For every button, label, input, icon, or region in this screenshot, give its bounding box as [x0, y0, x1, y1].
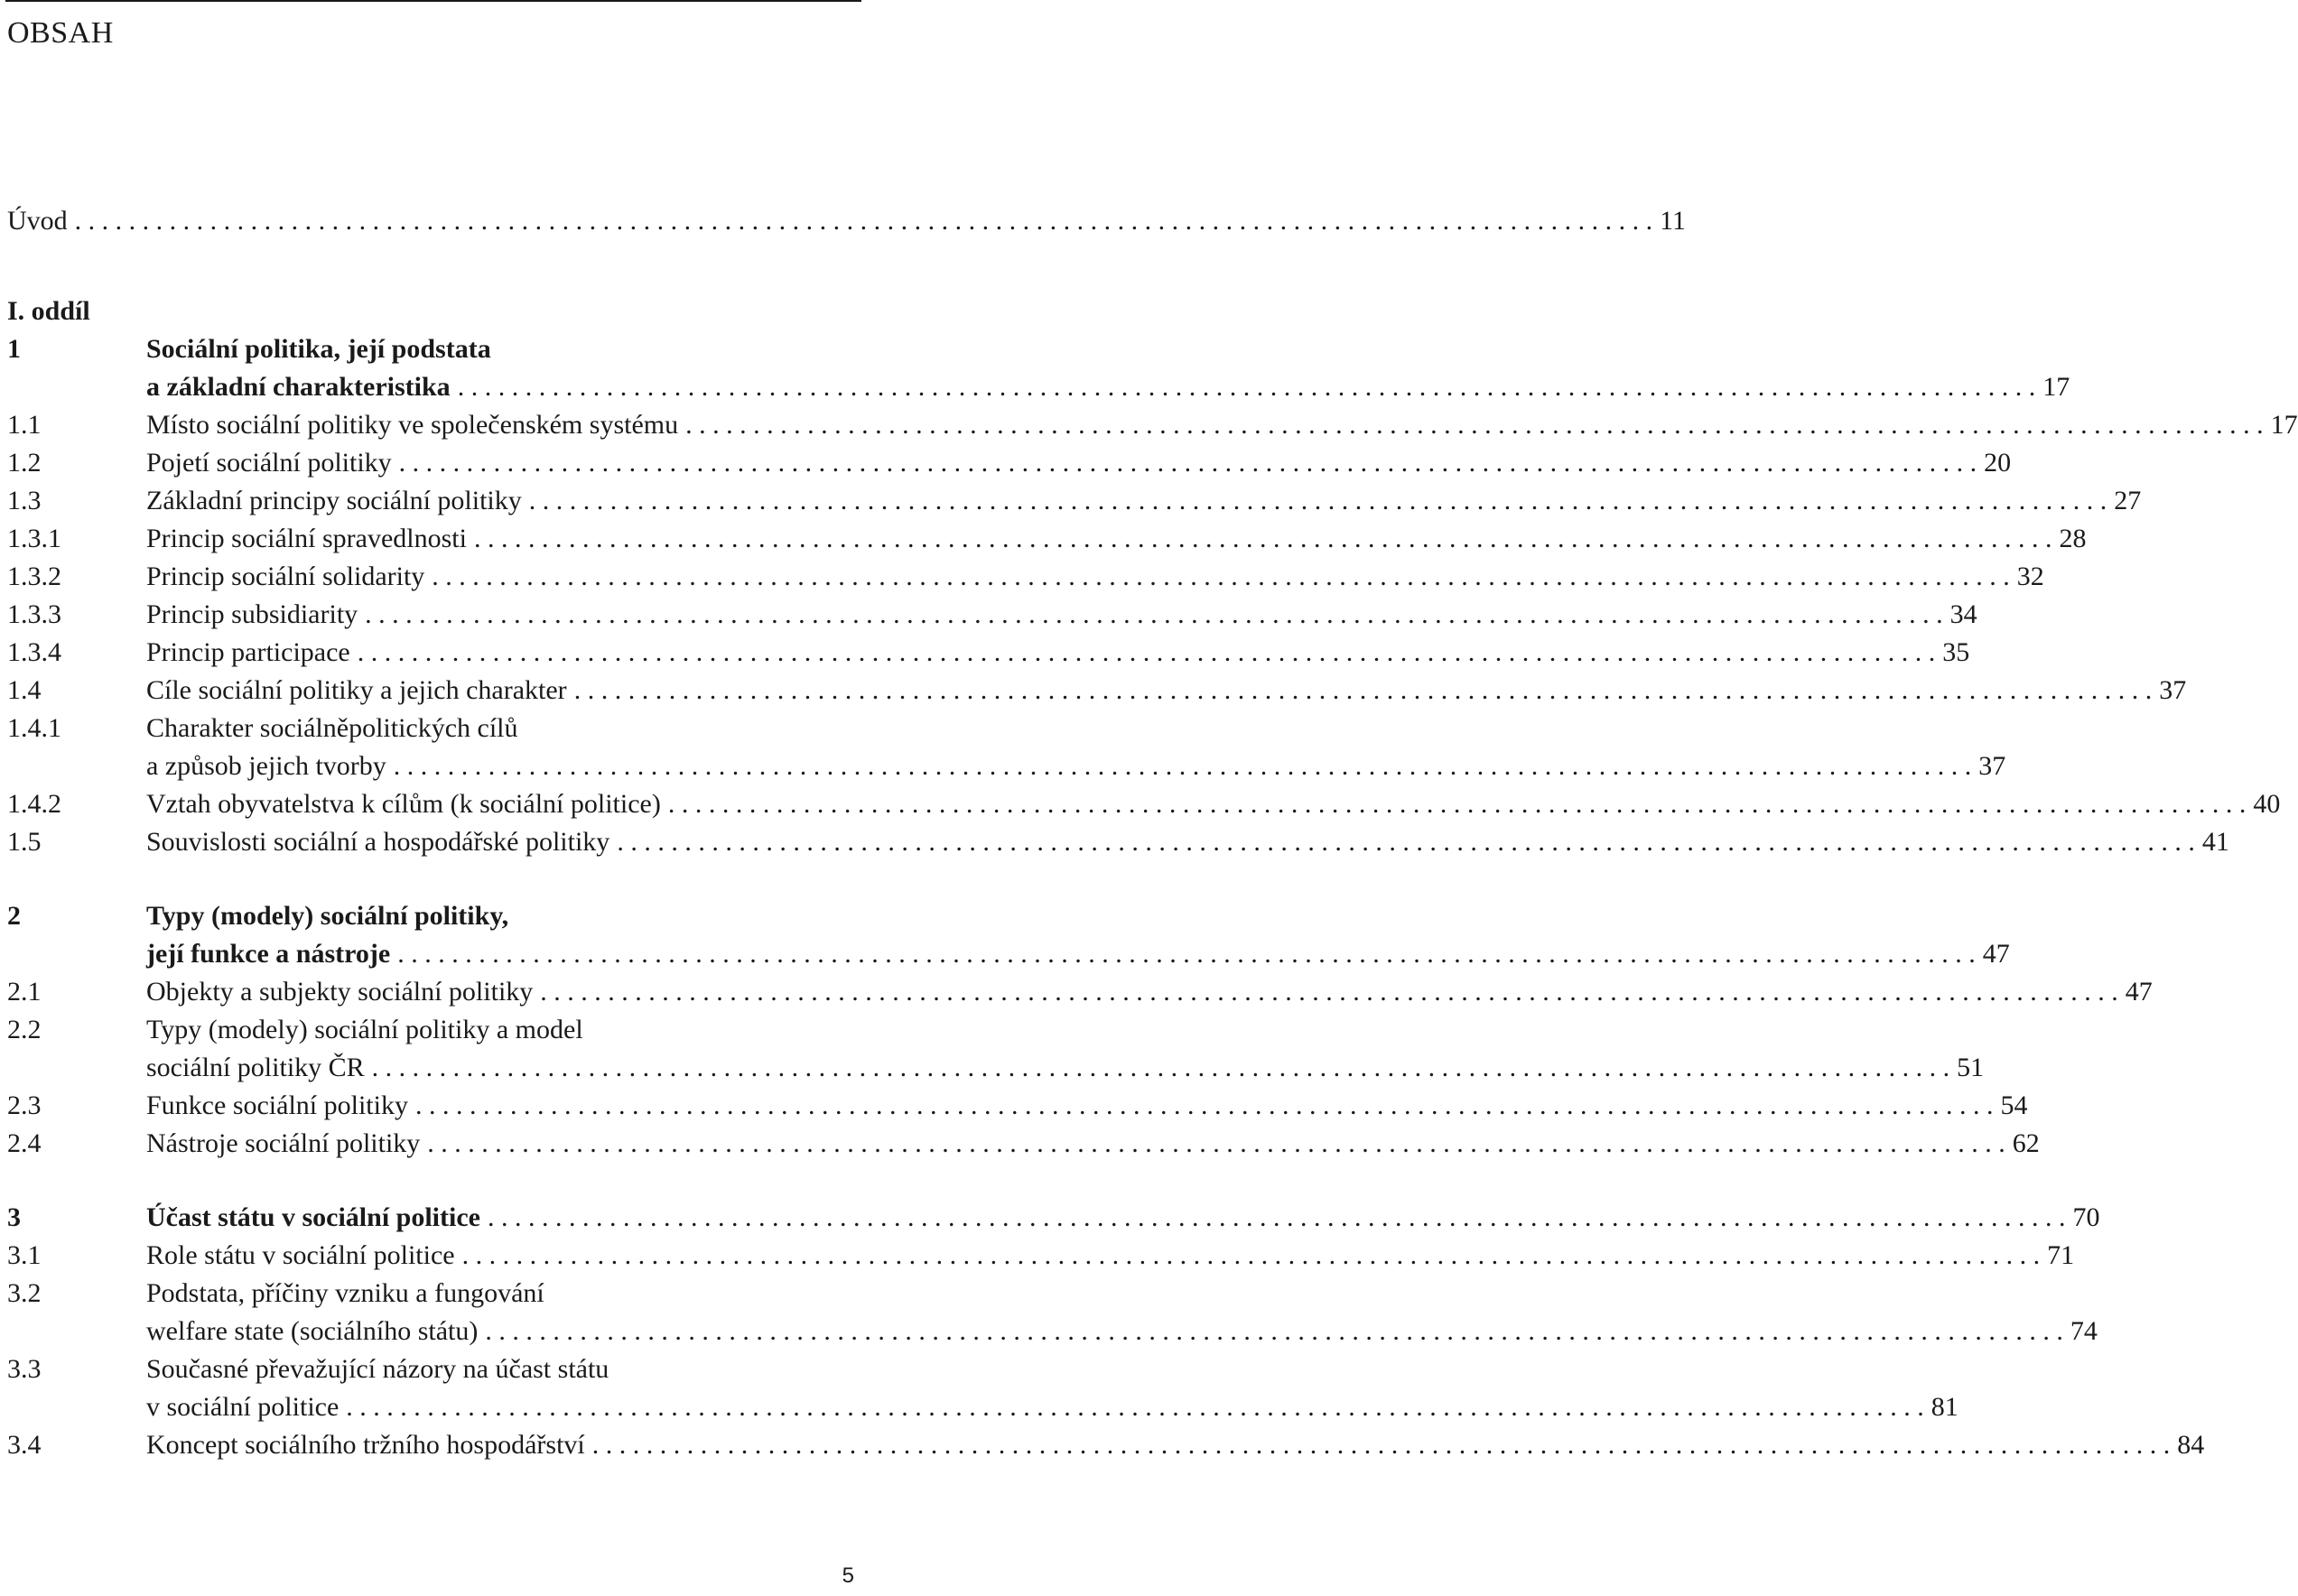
toc-entry-page: 47 — [2125, 977, 2153, 1007]
toc-entry[interactable] — [7, 747, 2006, 785]
toc-entry-number: 1.3.3 — [7, 599, 61, 629]
toc-entry[interactable] — [7, 1087, 2028, 1125]
toc-entry-number: 1.3 — [7, 486, 42, 515]
toc-entry[interactable] — [7, 1426, 2205, 1464]
table-of-contents — [7, 202, 2298, 1464]
toc-entry-number: 1.3.1 — [7, 524, 61, 553]
toc-entry-page: 28 — [2059, 524, 2087, 553]
toc-dot-leader — [451, 368, 2043, 406]
toc-entry[interactable] — [7, 823, 2229, 861]
toc-entry-number: 3.1 — [7, 1240, 42, 1270]
toc-entry-number: 2 — [7, 901, 21, 931]
toc-entry-title: Pojetí sociální politiky — [146, 448, 392, 478]
toc-dot-leader — [609, 823, 2202, 861]
toc-entry-title: Účast státu v sociální politice — [146, 1202, 480, 1232]
toc-entry-title: Funkce sociální politiky — [146, 1090, 408, 1120]
toc-entry-page: 41 — [2201, 827, 2229, 857]
part-label — [7, 292, 851, 330]
toc-entry-title: Princip subsidiarity — [146, 599, 358, 629]
toc-entry[interactable] — [7, 1049, 1985, 1087]
toc-entry-page: 54 — [2000, 1090, 2028, 1120]
toc-entry-page: 35 — [1942, 637, 1970, 667]
toc-entry-title: Role státu v sociální politice — [146, 1240, 455, 1270]
toc-entry-title: Objekty a subjekty sociální politiky — [146, 977, 534, 1007]
toc-entry[interactable] — [7, 596, 1977, 634]
toc-dot-leader — [390, 935, 1983, 973]
toc-dot-leader — [392, 444, 1985, 482]
toc-entry-page: 27 — [2114, 486, 2142, 515]
toc-entry-page: 17 — [2270, 410, 2298, 440]
toc-entry-title: Souvislosti sociální a hospodářské politiky — [146, 827, 610, 857]
toc-entry-title: Princip sociální solidarity — [146, 561, 425, 591]
toc-dot-leader — [339, 1388, 1931, 1426]
toc-dot-leader — [585, 1426, 2178, 1464]
toc-entry-page: 62 — [2012, 1128, 2040, 1158]
toc-entry[interactable] — [7, 973, 2153, 1011]
part-label-text: I. oddíl — [7, 296, 90, 326]
toc-entry-number: 1.5 — [7, 827, 42, 857]
toc-entry[interactable] — [7, 1199, 2100, 1237]
toc-entry-list — [7, 330, 2298, 1464]
toc-entry-page: 70 — [2072, 1202, 2100, 1232]
toc-entry-title: welfare state (sociálního státu) — [146, 1316, 479, 1346]
toc-entry-title: a základní charakteristika — [146, 372, 451, 402]
toc-entry-number: 3.3 — [7, 1354, 42, 1384]
toc-entry-title: a způsob jejich tvorby — [146, 751, 386, 781]
toc-dot-leader — [567, 672, 2160, 710]
toc-entry-page: 71 — [2047, 1240, 2075, 1270]
toc-entry[interactable] — [7, 935, 2010, 973]
toc-entry-title: Sociální politika, její podstata — [146, 334, 491, 364]
toc-entry-page: 37 — [1978, 751, 2006, 781]
toc-entry-number: 1.3.2 — [7, 561, 61, 591]
toc-entry[interactable] — [7, 1011, 851, 1049]
toc-dot-leader — [365, 1049, 1958, 1087]
toc-entry[interactable] — [7, 897, 851, 935]
toc-entry-page: 37 — [2159, 675, 2187, 705]
toc-entry[interactable] — [7, 710, 851, 747]
toc-entry[interactable] — [7, 406, 2298, 444]
toc-entry[interactable] — [7, 1275, 851, 1313]
toc-entry-title: Typy (modely) sociální politiky a model — [146, 1015, 583, 1044]
toc-entry[interactable] — [7, 634, 1970, 672]
toc-entry[interactable] — [7, 1350, 851, 1388]
toc-entry-page: 74 — [2070, 1316, 2098, 1346]
toc-dot-leader — [424, 558, 2017, 596]
toc-entry-number: 3.4 — [7, 1430, 42, 1460]
toc-entry-page: 20 — [1984, 448, 2012, 478]
toc-entry[interactable] — [7, 330, 851, 368]
toc-entry-number: 2.3 — [7, 1090, 42, 1120]
toc-entry[interactable] — [7, 558, 2044, 596]
toc-entry-page: 32 — [2016, 561, 2044, 591]
toc-entry-title: Základní principy sociální politiky — [146, 486, 522, 515]
toc-entry[interactable] — [7, 482, 2142, 520]
toc-dot-leader — [678, 406, 2271, 444]
toc-entry-page: 81 — [1931, 1392, 1958, 1422]
toc-entry-number: 1.3.4 — [7, 637, 61, 667]
toc-entry-title: Podstata, příčiny vzniku a fungování — [146, 1278, 544, 1308]
toc-entry-page: 40 — [2253, 789, 2281, 819]
toc-entry[interactable] — [7, 672, 2187, 710]
toc-dot-leader — [420, 1125, 2013, 1163]
toc-entry-title: Cíle sociální politiky a jejich charakter — [146, 675, 567, 705]
toc-entry-title: Charakter sociálněpolitických cílů — [146, 713, 518, 743]
toc-entry-title: Nástroje sociální politiky — [146, 1128, 421, 1158]
toc-dot-leader — [478, 1313, 2070, 1350]
toc-entry-intro[interactable] — [7, 202, 1687, 240]
toc-dot-leader — [350, 634, 1943, 672]
toc-entry-title: v sociální politice — [146, 1392, 340, 1422]
toc-entry-number: 1.4.1 — [7, 713, 61, 743]
toc-entry-number: 3.2 — [7, 1278, 42, 1308]
top-rule — [5, 0, 861, 2]
toc-entry-number: 2.1 — [7, 977, 42, 1007]
toc-entry-title: Typy (modely) sociální politiky, — [146, 901, 509, 931]
toc-dot-leader — [358, 596, 1950, 634]
toc-entry[interactable] — [7, 1237, 2075, 1275]
toc-dot-leader — [533, 973, 2126, 1011]
toc-entry[interactable] — [7, 1313, 2098, 1350]
toc-entry-title: Vztah obyvatelstva k cílům (k sociální politice) — [146, 789, 661, 819]
toc-entry-title: její funkce a nástroje — [146, 939, 391, 969]
toc-entry-number: 2.2 — [7, 1015, 42, 1044]
toc-entry[interactable] — [7, 520, 2087, 558]
page-number: 5 — [842, 1564, 854, 1588]
toc-entry-number: 1.2 — [7, 448, 42, 478]
toc-entry-title: Princip sociální spravedlnosti — [146, 524, 467, 553]
toc-dot-leader — [522, 482, 2115, 520]
toc-dot-leader — [480, 1199, 2073, 1237]
toc-dot-leader — [408, 1087, 2001, 1125]
toc-entry-title: Místo sociální politiky ve společenském systému — [146, 410, 679, 440]
toc-entry-title: Princip participace — [146, 637, 350, 667]
toc-entry-page: 47 — [1982, 939, 2010, 969]
toc-entry[interactable] — [7, 1388, 1958, 1426]
toc-entry[interactable] — [7, 368, 2070, 406]
toc-entry-number: 3 — [7, 1202, 21, 1232]
toc-entry[interactable] — [7, 444, 2012, 482]
toc-dot-leader — [661, 785, 2254, 823]
page-heading: OBSAH — [7, 16, 114, 50]
toc-entry-title: sociální politiky ČR — [146, 1053, 365, 1082]
toc-entry-title: Koncept sociálního tržního hospodářství — [146, 1430, 585, 1460]
toc-entry-page: 84 — [2177, 1430, 2205, 1460]
toc-entry-number: 1.1 — [7, 410, 42, 440]
toc-entry-number: 2.4 — [7, 1128, 42, 1158]
toc-entry-number: 1 — [7, 334, 21, 364]
toc-entry-page: 17 — [2042, 372, 2070, 402]
toc-entry-title: Úvod — [7, 206, 68, 236]
toc-entry-number: 1.4 — [7, 675, 42, 705]
toc-dot-leader — [386, 747, 1979, 785]
toc-dot-leader — [68, 202, 1661, 240]
toc-entry-title: Současné převažující názory na účast státu — [146, 1354, 609, 1384]
toc-entry-page: 51 — [1957, 1053, 1985, 1082]
toc-entry-number: 1.4.2 — [7, 789, 61, 819]
toc-dot-leader — [455, 1237, 2048, 1275]
toc-entry-page: 34 — [1949, 599, 1977, 629]
toc-entry[interactable] — [7, 785, 2281, 823]
toc-dot-leader — [467, 520, 2060, 558]
toc-entry-page: 11 — [1660, 206, 1687, 236]
toc-entry[interactable] — [7, 1125, 2040, 1163]
